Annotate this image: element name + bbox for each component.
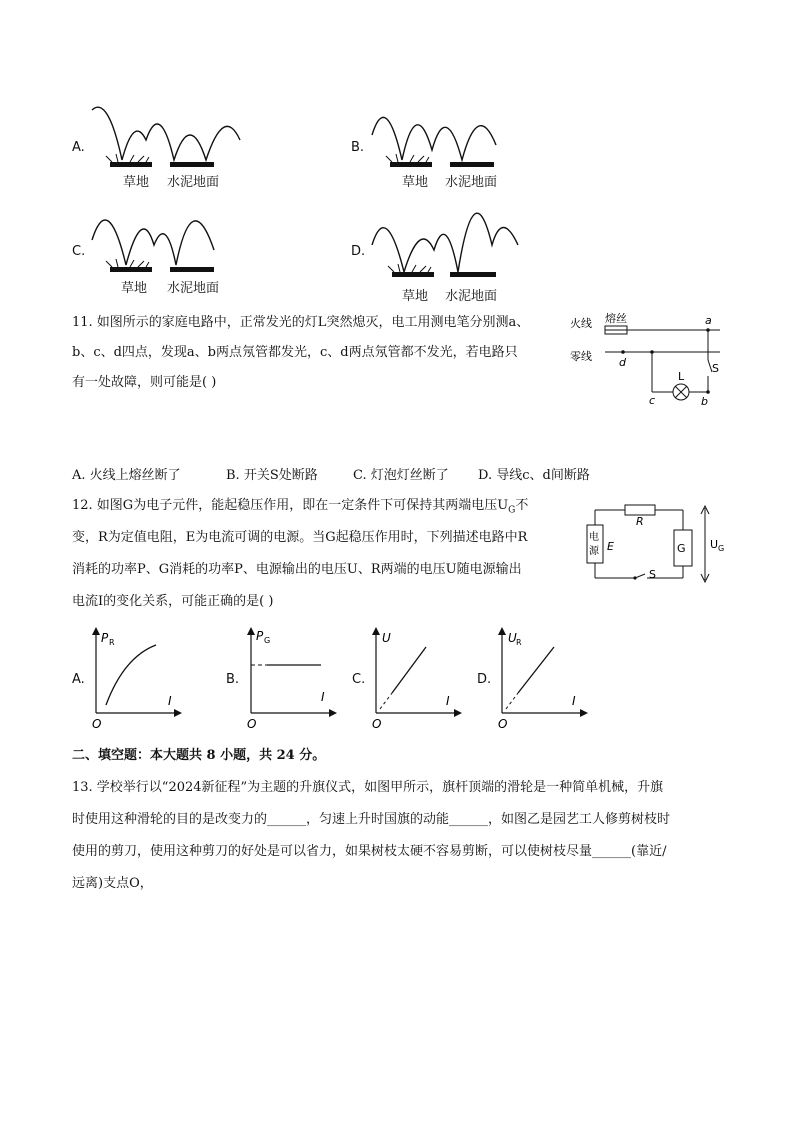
point-b-label: b [701, 395, 708, 408]
graph-b-xlabel: I [321, 690, 325, 704]
graph-c-xlabel: I [446, 694, 450, 708]
lamp-label: L [678, 370, 685, 383]
neutral-wire-label: 零线 [570, 350, 592, 363]
q13-line-4: 远离)支点O， [72, 876, 153, 891]
grass-label: 草地 [402, 289, 429, 304]
household-circuit-diagram [565, 310, 725, 410]
fuse-label: 熔丝 [605, 312, 627, 325]
cement-label: 水泥地面 [167, 175, 220, 190]
cement-label: 水泥地面 [445, 175, 498, 190]
graph-letter-a: A. [72, 672, 85, 687]
q11-option-a: A. 火线上熔丝断了 [72, 468, 181, 483]
q11-line-2: b、c、d四点，发现a、b两点氖管都发光，c、d两点氖管都不发光，若电路只 [72, 345, 518, 360]
point-d-label: d [619, 356, 626, 369]
graph-b-ysub: G [264, 636, 271, 645]
graph-letter-c: C. [352, 672, 366, 687]
source-label-2: 源 [589, 546, 599, 557]
section-heading: 二、填空题：本大题共 8 小题，共 24 分。 [72, 748, 326, 763]
graph-c-origin: O [372, 717, 382, 731]
q13-line-1: 13. 学校举行以“2024新征程”为主题的升旗仪式，如图甲所示，旗杆顶端的滑轮是一种简单机械，升旗 [72, 780, 664, 795]
option-letter-d: D. [351, 244, 366, 259]
graph-a-origin: O [92, 717, 102, 731]
q12-line-2: 变，R为定值电阻，E为电流可调的电源。当G起稳压作用时，下列描述电路中R [72, 530, 528, 545]
option-letter-b: B. [351, 140, 365, 155]
grass-label: 草地 [402, 175, 429, 190]
regulator-circuit-diagram [583, 498, 723, 590]
resistor-label: R [636, 515, 644, 528]
graph-b-origin: O [247, 717, 257, 731]
grass-label: 草地 [123, 175, 150, 190]
point-a-label: a [705, 314, 712, 327]
q11-option-b: B. 开关S处断路 [226, 468, 318, 483]
q13-line-3: 使用的剪刀，使用这种剪刀的好处是可以省力，如果树枝太硬不容易剪断，可以使树枝尽量______(靠近/ [72, 844, 667, 859]
q11-line-1: 11. 如图所示的家庭电路中，正常发光的灯L突然熄灭，电工用测电笔分别测a、 [72, 315, 530, 330]
q12-line-1: 12. 如图G为电子元件，能起稳压作用，即在一定条件下可保持其两端电压$U_G$不 [72, 498, 529, 516]
graph-a-xlabel: I [168, 694, 172, 708]
point-c-label: c [649, 394, 656, 407]
graph-a-ylabel: P [101, 631, 109, 645]
emf-label: E [607, 540, 614, 553]
source-label-1: 电 [589, 532, 599, 543]
cement-label: 水泥地面 [167, 281, 220, 296]
graph-b-ylabel: P [256, 629, 264, 643]
q12-line-3: 消耗的功率P、G消耗的功率P、电源输出的电压U、R两端的电压U随电源输出 [72, 562, 522, 577]
graph-d-origin: O [498, 717, 508, 731]
graph-letter-b: B. [226, 672, 240, 687]
graph-d-ysub: R [516, 638, 522, 647]
graph-d [494, 625, 594, 730]
live-wire-label: 火线 [570, 317, 592, 330]
graph-d-xlabel: I [572, 694, 576, 708]
grass-label: 草地 [121, 281, 148, 296]
q12-line-4: 电流I的变化关系，可能正确的是( ) [72, 594, 274, 609]
q11-option-d: D. 导线c、d间断路 [478, 468, 590, 483]
voltage-subscript: G [718, 544, 725, 553]
switch-label: S [649, 568, 656, 581]
graph-d-ylabel: U [508, 631, 517, 645]
graph-c-ylabel: U [382, 631, 391, 645]
graph-letter-d: D. [477, 672, 492, 687]
element-g-label: G [677, 542, 686, 555]
graph-a-ysub: R [109, 638, 115, 647]
bounce-figure-d [370, 200, 540, 290]
q13-line-2: 时使用这种滑轮的目的是改变力的______，匀速上升时国旗的动能______，如图乙是园艺工人修剪树枝时 [72, 812, 671, 827]
switch-label: S [712, 362, 719, 375]
q11-option-c: C. 灯泡灯丝断了 [353, 468, 449, 483]
cement-label: 水泥地面 [445, 289, 498, 304]
voltage-label: U [710, 538, 719, 551]
option-letter-a: A. [72, 140, 85, 155]
graph-a [88, 625, 188, 730]
graph-c [368, 625, 468, 730]
graph-b [243, 625, 343, 730]
option-letter-c: C. [72, 244, 86, 259]
q11-line-3: 有一处故障，则可能是( ) [72, 375, 217, 390]
